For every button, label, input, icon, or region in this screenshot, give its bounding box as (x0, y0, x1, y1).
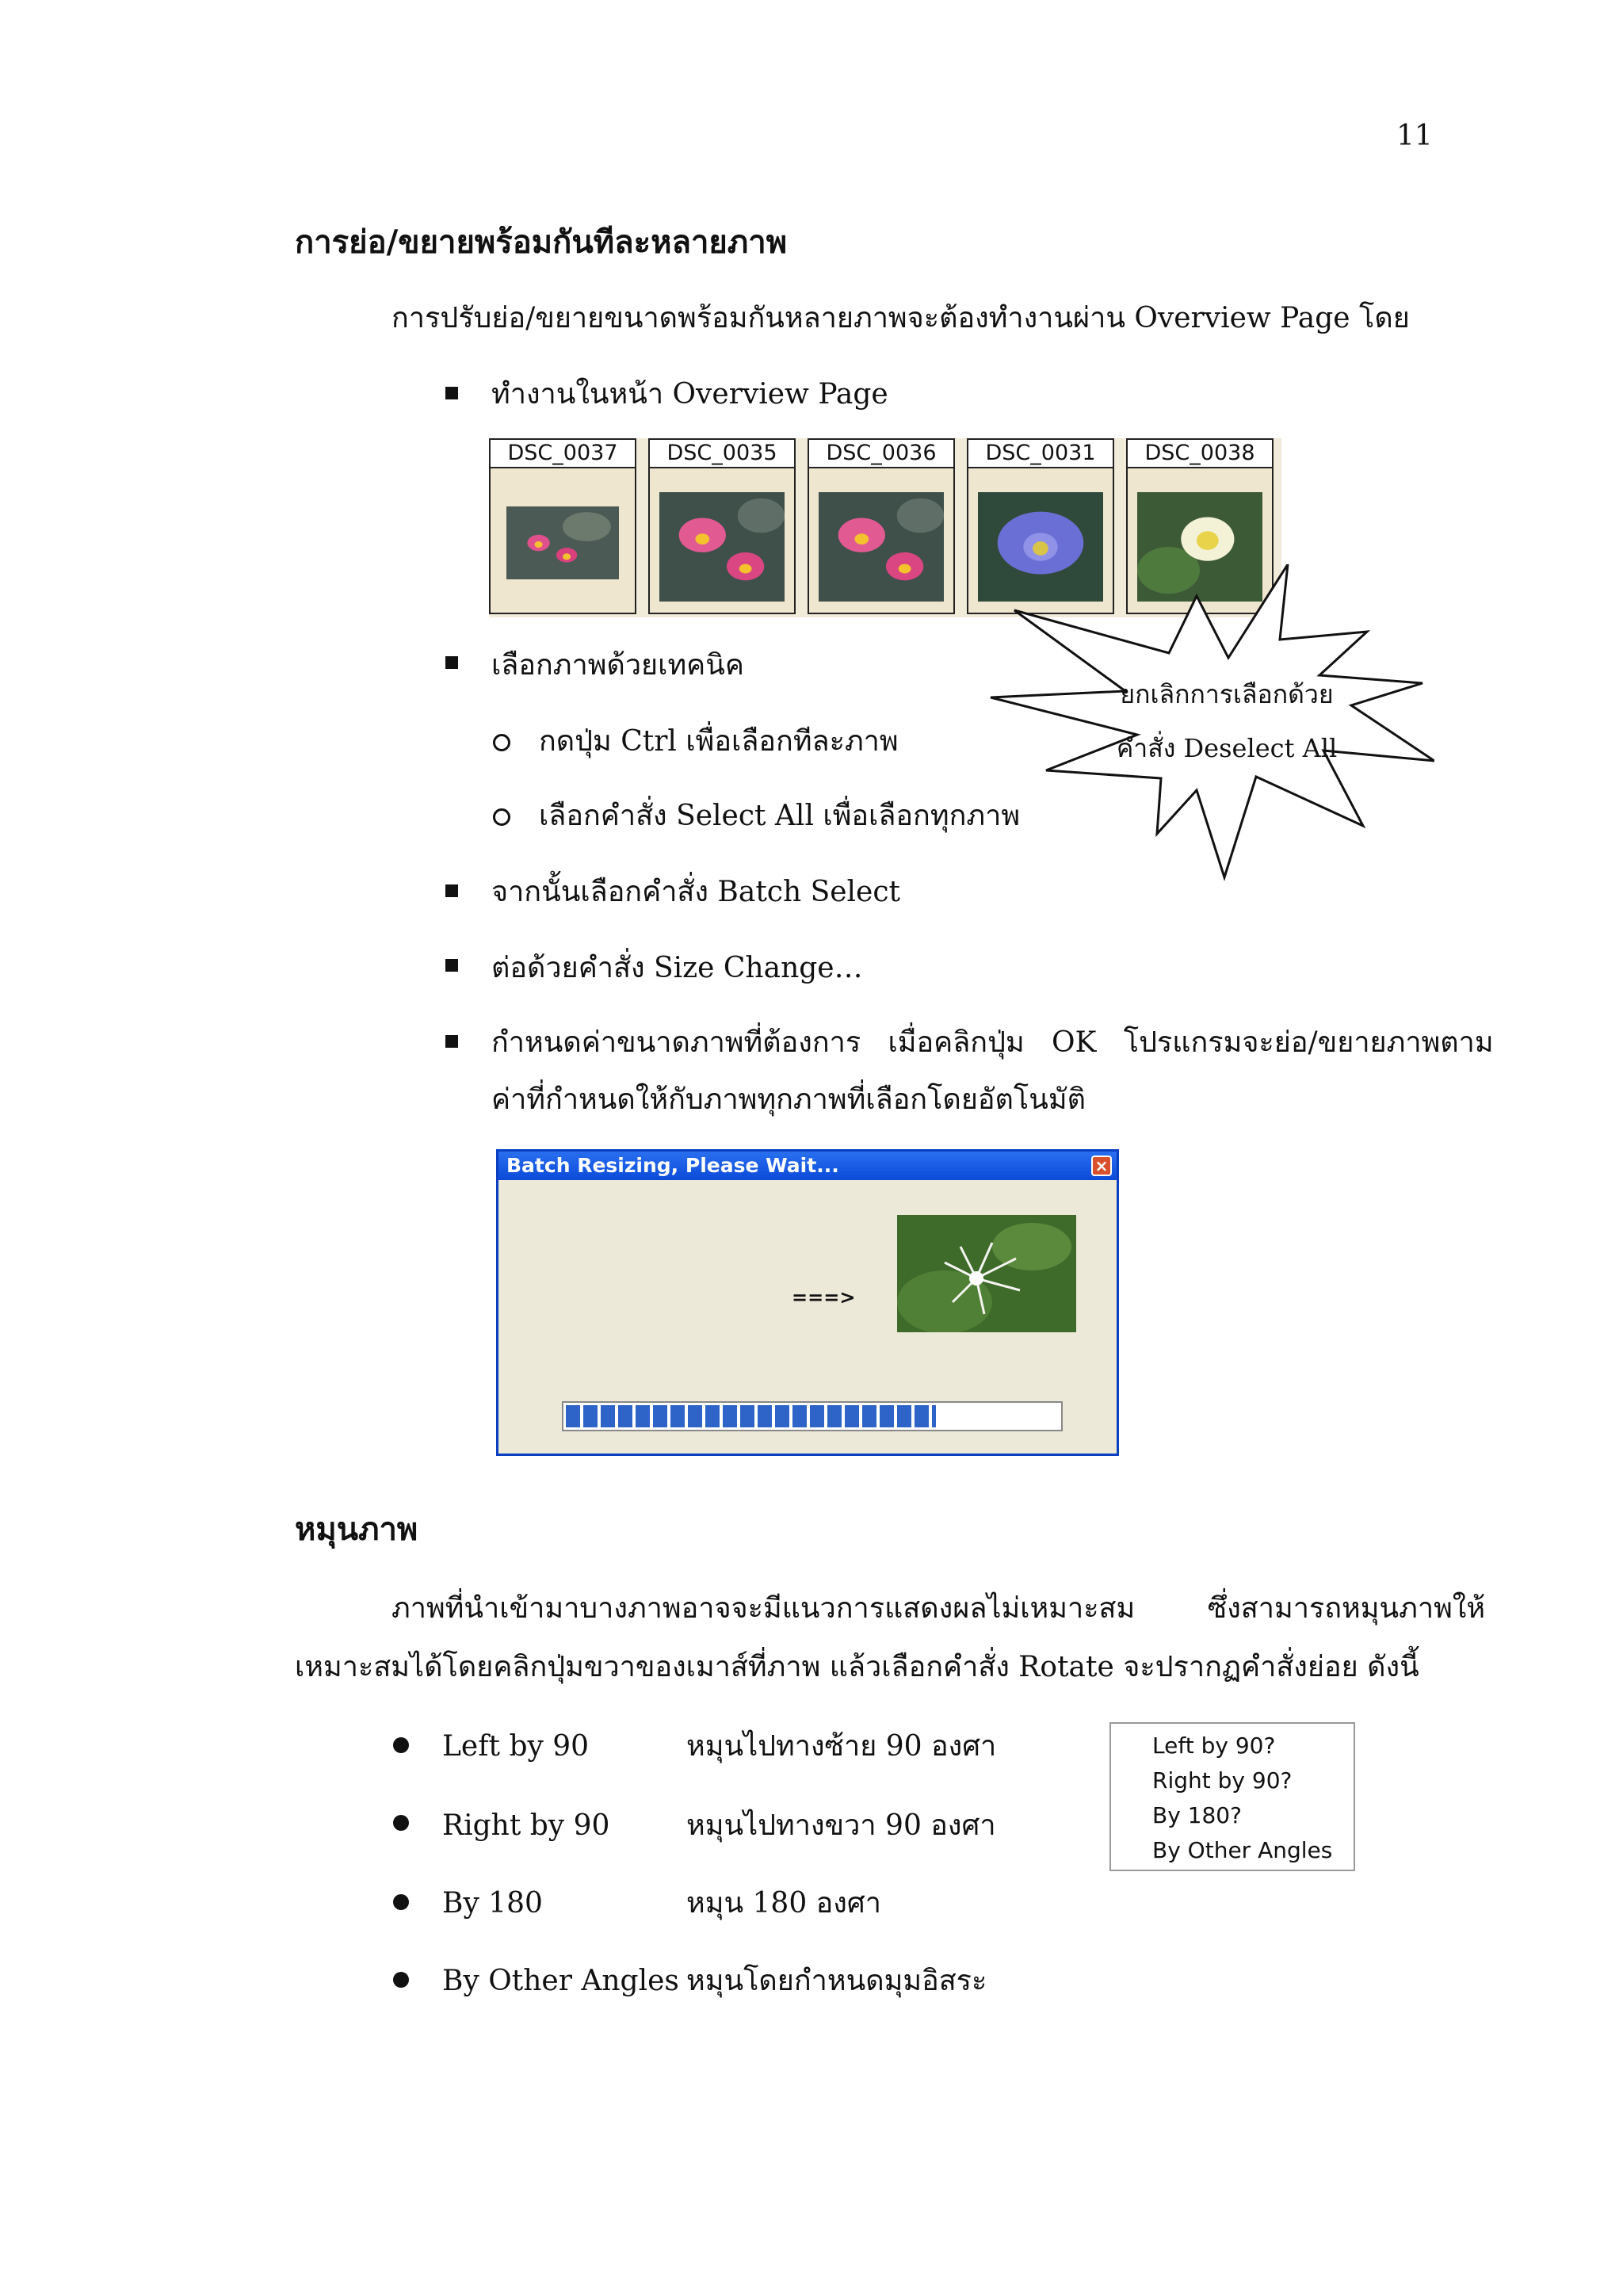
progress-bar (562, 1401, 1063, 1431)
page-number: 11 (1396, 120, 1433, 152)
thumbnail-caption: DSC_0035 (650, 440, 794, 468)
rotate-paragraph-line2: เหมาะสมได้โดยคลิกปุ่มขวาของเมาส์ที่ภาพ แล้วเลือกคำสั่ง Rotate จะปรากฏคำสั่งย่อย ดังนี้ (295, 1651, 1419, 1683)
bullet-dot-icon (393, 1815, 409, 1831)
step-set-size-line1: กำหนดค่าขนาดภาพที่ต้องการ เมื่อคลิกปุ่ม OK โปรแกรมจะย่อ/ขยายภาพตาม (491, 1026, 1494, 1059)
dialog-title: Batch Resizing, Please Wait... (498, 1152, 1117, 1180)
substep-select-all: เลือกคำสั่ง Select All เพื่อเลือกทุกภาพ (539, 800, 1021, 832)
bullet-square-icon (445, 884, 458, 897)
callout-starburst (983, 564, 1434, 881)
progress-arrow: ===> (792, 1286, 856, 1308)
step-select-images: เลือกภาพด้วยเทคนิค (491, 649, 744, 682)
waterlily-pink-photo (659, 492, 785, 602)
substep-ctrl: กดปุ่ม Ctrl เพื่อเลือกทีละภาพ (539, 725, 899, 758)
step-set-size-line2: ค่าที่กำหนดให้กับภาพทุกภาพที่เลือกโดยอัตโนมัติ (491, 1083, 1086, 1116)
step-overview-page: ทำงานในหน้า Overview Page (491, 378, 888, 411)
rotate-option-name: Right by 90 (442, 1809, 610, 1842)
bullet-dot-icon (393, 1894, 409, 1910)
rotate-paragraph-line1: ภาพที่นำเข้ามาบางภาพอาจจะมีแนวการแสดงผลไม่เหมาะสม ซึ่งสามารถหมุนภาพให้ (391, 1592, 1486, 1625)
bullet-square-icon (445, 387, 458, 399)
waterlily-pink-photo (819, 492, 944, 602)
menu-item-other-angles[interactable]: By Other Angles (1152, 1837, 1333, 1863)
thumbnail[interactable] (489, 438, 636, 614)
batch-resizing-dialog (496, 1149, 1119, 1456)
thumbnail-caption: DSC_0031 (968, 440, 1113, 468)
intro-paragraph: การปรับย่อ/ขยายขนาดพร้อมกันหลายภาพจะต้องทำงานผ่าน Overview Page โดย (391, 302, 1410, 334)
callout-line-1: ยกเลิกการเลือกด้วย (1120, 679, 1334, 709)
rotate-option-desc: หมุนไปทางซ้าย 90 องศา (686, 1730, 997, 1763)
callout-line-2: คำสั่ง Deselect All (1116, 733, 1338, 763)
step-size-change: ต่อด้วยคำสั่ง Size Change… (491, 952, 863, 984)
bullet-square-icon (445, 959, 458, 972)
bullet-square-icon (445, 656, 458, 669)
rotate-option-desc: หมุนโดยกำหนดมุมอิสระ (686, 1965, 987, 1997)
spider-lily-photo (897, 1215, 1076, 1332)
bullet-circle-icon (493, 734, 510, 751)
menu-item-right-90[interactable]: Right by 90? (1152, 1767, 1293, 1794)
waterlily-pink-photo (506, 506, 619, 579)
thumbnail[interactable] (648, 438, 796, 614)
thumbnail-caption: DSC_0036 (809, 440, 953, 468)
progress-bar-fill (566, 1405, 936, 1427)
section-heading-resize: การย่อ/ขยายพร้อมกันทีละหลายภาพ (295, 223, 788, 261)
bullet-dot-icon (393, 1737, 409, 1753)
menu-item-left-90[interactable]: Left by 90? (1152, 1733, 1276, 1759)
bullet-circle-icon (493, 808, 510, 826)
rotate-option-name: Left by 90 (442, 1730, 590, 1763)
thumbnail-caption: DSC_0037 (491, 440, 635, 468)
rotate-context-menu (1109, 1722, 1355, 1871)
close-icon[interactable]: × (1091, 1156, 1112, 1176)
thumbnail-caption: DSC_0038 (1128, 440, 1272, 468)
thumbnail[interactable] (808, 438, 955, 614)
menu-item-180[interactable]: By 180? (1152, 1802, 1242, 1828)
bullet-square-icon (445, 1035, 458, 1048)
rotate-option-name: By Other Angles (442, 1965, 679, 1997)
section-heading-rotate: หมุนภาพ (295, 1511, 418, 1548)
rotate-option-desc: หมุนไปทางขวา 90 องศา (686, 1809, 996, 1842)
rotate-option-desc: หมุน 180 องศา (686, 1887, 881, 1920)
bullet-dot-icon (393, 1972, 409, 1988)
step-batch-select: จากนั้นเลือกคำสั่ง Batch Select (491, 876, 900, 908)
rotate-option-name: By 180 (442, 1887, 543, 1920)
